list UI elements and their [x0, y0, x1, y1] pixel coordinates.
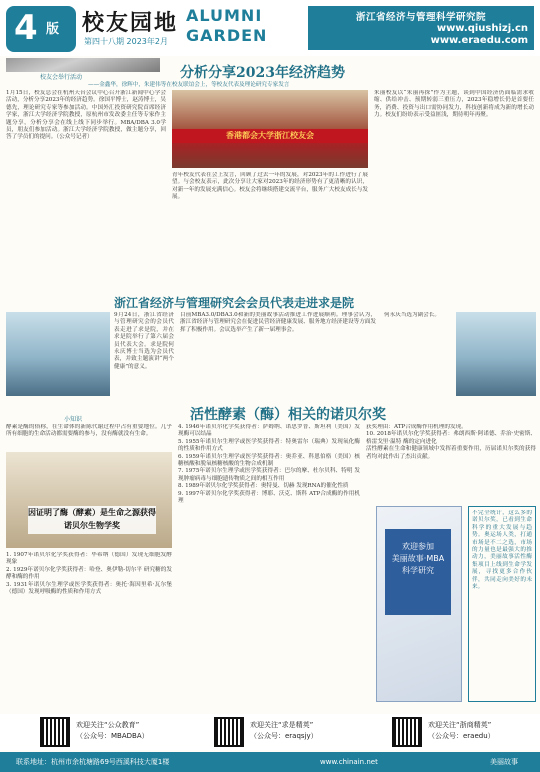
- qr2-title: 欢迎关注“求是精英”: [250, 721, 314, 729]
- edition-suffix: 版: [46, 22, 60, 37]
- qr-label-3: [428, 720, 495, 742]
- article1-column-3: 朱丽校友以“朱丽再探”作为主题，谈到中国经济仍面临需求收缩、供给冲击、预期转弱三重压力，2023年稳增长仍是首要任务，消费、投资与出口需协同发力，科技创新将成为新的增长动力。校友们纷纷表示受益匪浅，期待明年再聚。: [374, 90, 534, 119]
- article3-list-1: 1. 1907年诺贝尔化学奖获得者：毕希纳（德国）发现无细胞发酵现象 2. 1929年诺贝尔化学奖获得者：哈登、奥伊勒-切尔平 研究糖的发酵和酶的作用 3. 1931年诺贝尔生理学或医学奖获得者：奥托·海因里希·瓦尔堡（德国）发现呼吸酶的性质和作用方式: [6, 552, 172, 596]
- article3-list-3: 获奖理由：ATP合成酶作用机理的发现。 10. 2018年诺贝尔化学奖获得者：弗朗西斯·阿诺德、乔治·史密斯、格雷戈里·温特 酶的定向进化 活性酵素在生命和健康领域中发挥着重要作用，历届诺贝尔奖的获得者均对此作出了杰出贡献。: [366, 424, 536, 460]
- qr2-account: （公众号：eraqsjy）: [250, 732, 318, 740]
- article1-column-2: 青年校友代表在会上发言，回顾了过去一年的发展，对2023年的工作进行了展望。与会校友表示，此次分享让大家对2023年的经济形势有了更清晰的认识，对新一年的发展充满信心。校友会将继续搭建交流平台，服务广大校友成长与发展。: [172, 172, 368, 201]
- qr-code-icon: [392, 717, 422, 747]
- qr1-account: （公众号：MBADBA）: [76, 732, 149, 740]
- nobel-sign: 因证明了酶（酵素）是生命之源获得诺贝尔生物学奖: [28, 506, 156, 534]
- article2-column-3: 何永庆当选为副会长。: [384, 312, 440, 318]
- qr-code-icon: [40, 717, 70, 747]
- edition-badge: [6, 6, 76, 52]
- school-banner: [308, 6, 534, 50]
- school-name: 浙江省经济与管理科学研究院: [355, 12, 486, 23]
- book-title-1: 欢迎参加: [402, 542, 434, 551]
- article3-intro: 酵素是酶的俗称，在生命体的新陈代谢过程中占有重要地位。几乎所有细胞的生命活动都需要酶的参与，没有酶就没有生命。: [6, 424, 172, 438]
- qr1-title: 欢迎关注“公众教育”: [76, 721, 140, 729]
- photo-meeting-hall: [456, 312, 536, 396]
- qr-item-3[interactable]: [392, 714, 522, 750]
- bottom-bar: [0, 752, 540, 772]
- qr-code-icon: [214, 717, 244, 747]
- article3-list-2: 4. 1946年诺贝尔化学奖获得者：萨姆纳、诺思罗普、斯坦利（美国）发现酶可以结晶 5. 1955年诺贝尔生理学或医学奖获得者：特奥雷尔（瑞典）发现氧化酶的性质和作用方式 6. 1959年诺贝尔生理学或医学奖获得者：奥乔亚、科恩伯格（美国）核糖核酸和脱氧核糖核酸的生物合成机制 7. 1975年诺贝尔生理学或医学奖获得者：巴尔的摩、杜尔贝科、特明 发现肿瘤病毒与细胞遗传物质之间的相互作用 8. 1989年诺贝尔化学奖获得者：奥特曼、切赫 发现RNA的催化性质 9. 1997年诺贝尔化学奖获得者：博耶、沃克、斯科 ATP合成酶的作用机理: [178, 424, 360, 505]
- sidebar-box: [468, 506, 536, 702]
- column-tag: 校友会举行活动: [40, 74, 83, 81]
- photo-meeting-stage: [6, 312, 110, 396]
- qr-label-1: [76, 720, 149, 742]
- book-cover: [385, 529, 451, 615]
- qr3-account: （公众号：eraedu）: [428, 732, 495, 740]
- article1-headline: 分析分享2023年经济趋势: [180, 65, 345, 81]
- website-1: www.qiushizj.cn: [436, 23, 528, 34]
- website-2: www.eraedu.com: [430, 35, 528, 46]
- article1-byline: ——金鑫华，徐辉中，朱建伟等在校友联谊会上，等校友代表及理论研究专家发言: [88, 82, 290, 88]
- english-title: [186, 6, 267, 46]
- footer-website[interactable]: www.chinain.net: [320, 758, 378, 766]
- masthead: [0, 0, 540, 56]
- qr-item-2[interactable]: [214, 714, 344, 750]
- issue-label: 第四十八期 2023年2月: [84, 37, 168, 46]
- article1-column-1: 1月15日，校友总会在杭州天台会议中心召开浙江新闻中心学会活动，分析分享2023年的经济趋势。徐国平博士，赵涛博士，吴德先，理论研究专家等参加活动。中国外汇投资研究院首席经济学家，浙江大学经济学院教授，原杭州市发改委主任等专家作主题分享，分析分享会在线上线下同步举行。MBA/DBA 3.0学员，朋友们参加活动。浙江大学经济学院教授，做主题分享，回答了学员们的提问。（公众号记者）: [6, 90, 166, 141]
- english-title-line1: ALUMNI: [186, 6, 263, 25]
- qr-label-2: [250, 720, 318, 742]
- book-title-2: 美丽故事·MBA: [391, 554, 445, 563]
- photo-nobel-wall: [6, 452, 172, 548]
- book-title-3: 科学研究: [402, 566, 434, 575]
- qr3-title: 欢迎关注“浙商精英”: [428, 721, 492, 729]
- article3-headline: 活性酵素（酶）相关的诺贝尔奖: [190, 407, 386, 423]
- qr-item-1[interactable]: [40, 714, 210, 750]
- sidebar-tag: 小知识: [64, 416, 83, 423]
- article2-column-1: 9月24日，浙江省经济与管理研究会的会员代表走进了求是院，并在求是院举行了第六届会员代表大会。求是院何永庆博士当选为会员代表，并致主题演讲“两个健康”的意义。: [114, 312, 174, 370]
- footer-closing: 美丽故事: [490, 758, 518, 766]
- sidebar-box-text: 不完全统计，这么多的诺贝尔奖，已看到生命科学的重大发展与趋势。奥运场人类，打通市场是不二之选，市场的力量也是最强大的推动力，美丽故事活性酶集项目上线到生命学发展，寻找更多合作伙伴，共同走向美好的未来。: [472, 510, 532, 591]
- photo-book-cover: [376, 506, 462, 702]
- photo-conference: [172, 90, 368, 168]
- english-title-line2: GARDEN: [186, 26, 268, 45]
- article2-column-2: 目前MBA3.0/DBA3.0和新的美丽故事活动推进工作进展顺利。理事会认为，浙江省经济与管理研究会在促进民营经济健康发展、服务地方经济建设等方面发挥了积极作用。会议选举产生了新一届理事会。: [180, 312, 376, 333]
- footer-qr-strip: [0, 714, 540, 750]
- conference-banner: 香港都会大学浙江校友会: [172, 129, 368, 143]
- article2-headline: 浙江省经济与管理研究会会员代表走进求是院: [114, 296, 355, 310]
- masthead-title: 校友园地: [82, 11, 179, 36]
- edition-number: 4: [14, 8, 38, 48]
- footer-address: 联系地址：杭州市余杭塘路69号西溪科技大厦1楼: [16, 758, 170, 766]
- photo-alumni-group: [6, 58, 160, 72]
